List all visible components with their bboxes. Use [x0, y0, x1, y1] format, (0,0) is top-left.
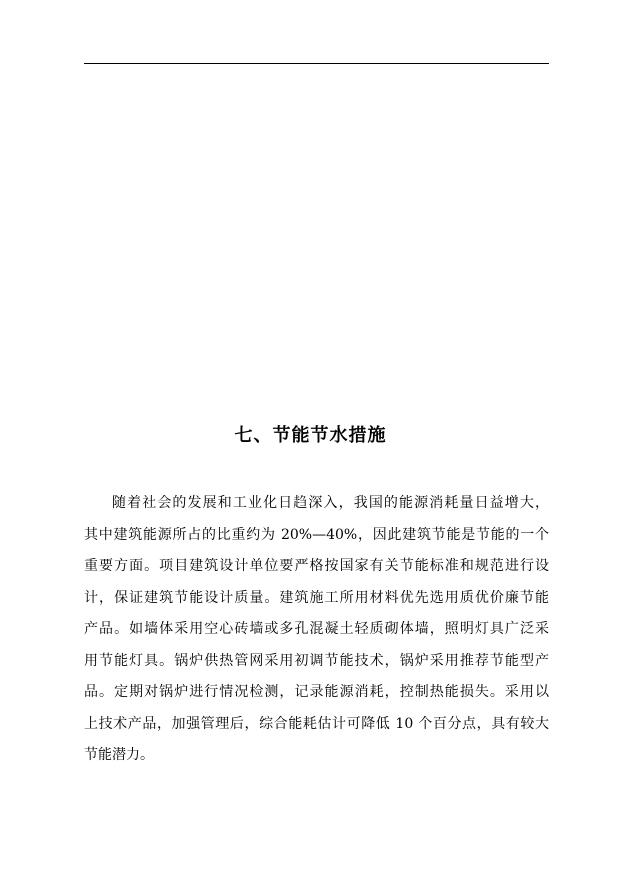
paragraph-line: 其中建筑能源所占的比重约为 20%—40%，因此建筑节能是节能的一个: [84, 526, 549, 543]
paragraph-line: 随着社会的发展和工业化日趋深入，我国的能源消耗量日益增大，: [112, 495, 549, 511]
paragraph-line: 上技术产品，加强管理后，综合能耗估计可降低 10 个百分点，具有较大: [84, 715, 549, 732]
header-rule: [84, 63, 549, 64]
section-title: 七、节能节水措施: [234, 425, 387, 446]
paragraph-line: 计，保证建筑节能设计质量。建筑施工所用材料优先选用质优价廉节能: [84, 589, 549, 606]
paragraph-line: 重要方面。项目建筑设计单位要严格按国家有关节能标准和规范进行设: [84, 558, 549, 574]
body-paragraph: [84, 488, 549, 772]
paragraph-line: 产品。如墙体采用空心砖墙或多孔混凝土轻质砌体墙，照明灯具广泛采: [84, 621, 549, 637]
paragraph-line: 品。定期对锅炉进行情况检测，记录能源消耗，控制热能损失。采用以: [84, 684, 549, 700]
paragraph-line: 用节能灯具。锅炉供热管网采用初调节能技术，锅炉采用推荐节能型产: [84, 652, 549, 669]
paragraph-line: 节能潜力。: [84, 747, 154, 763]
